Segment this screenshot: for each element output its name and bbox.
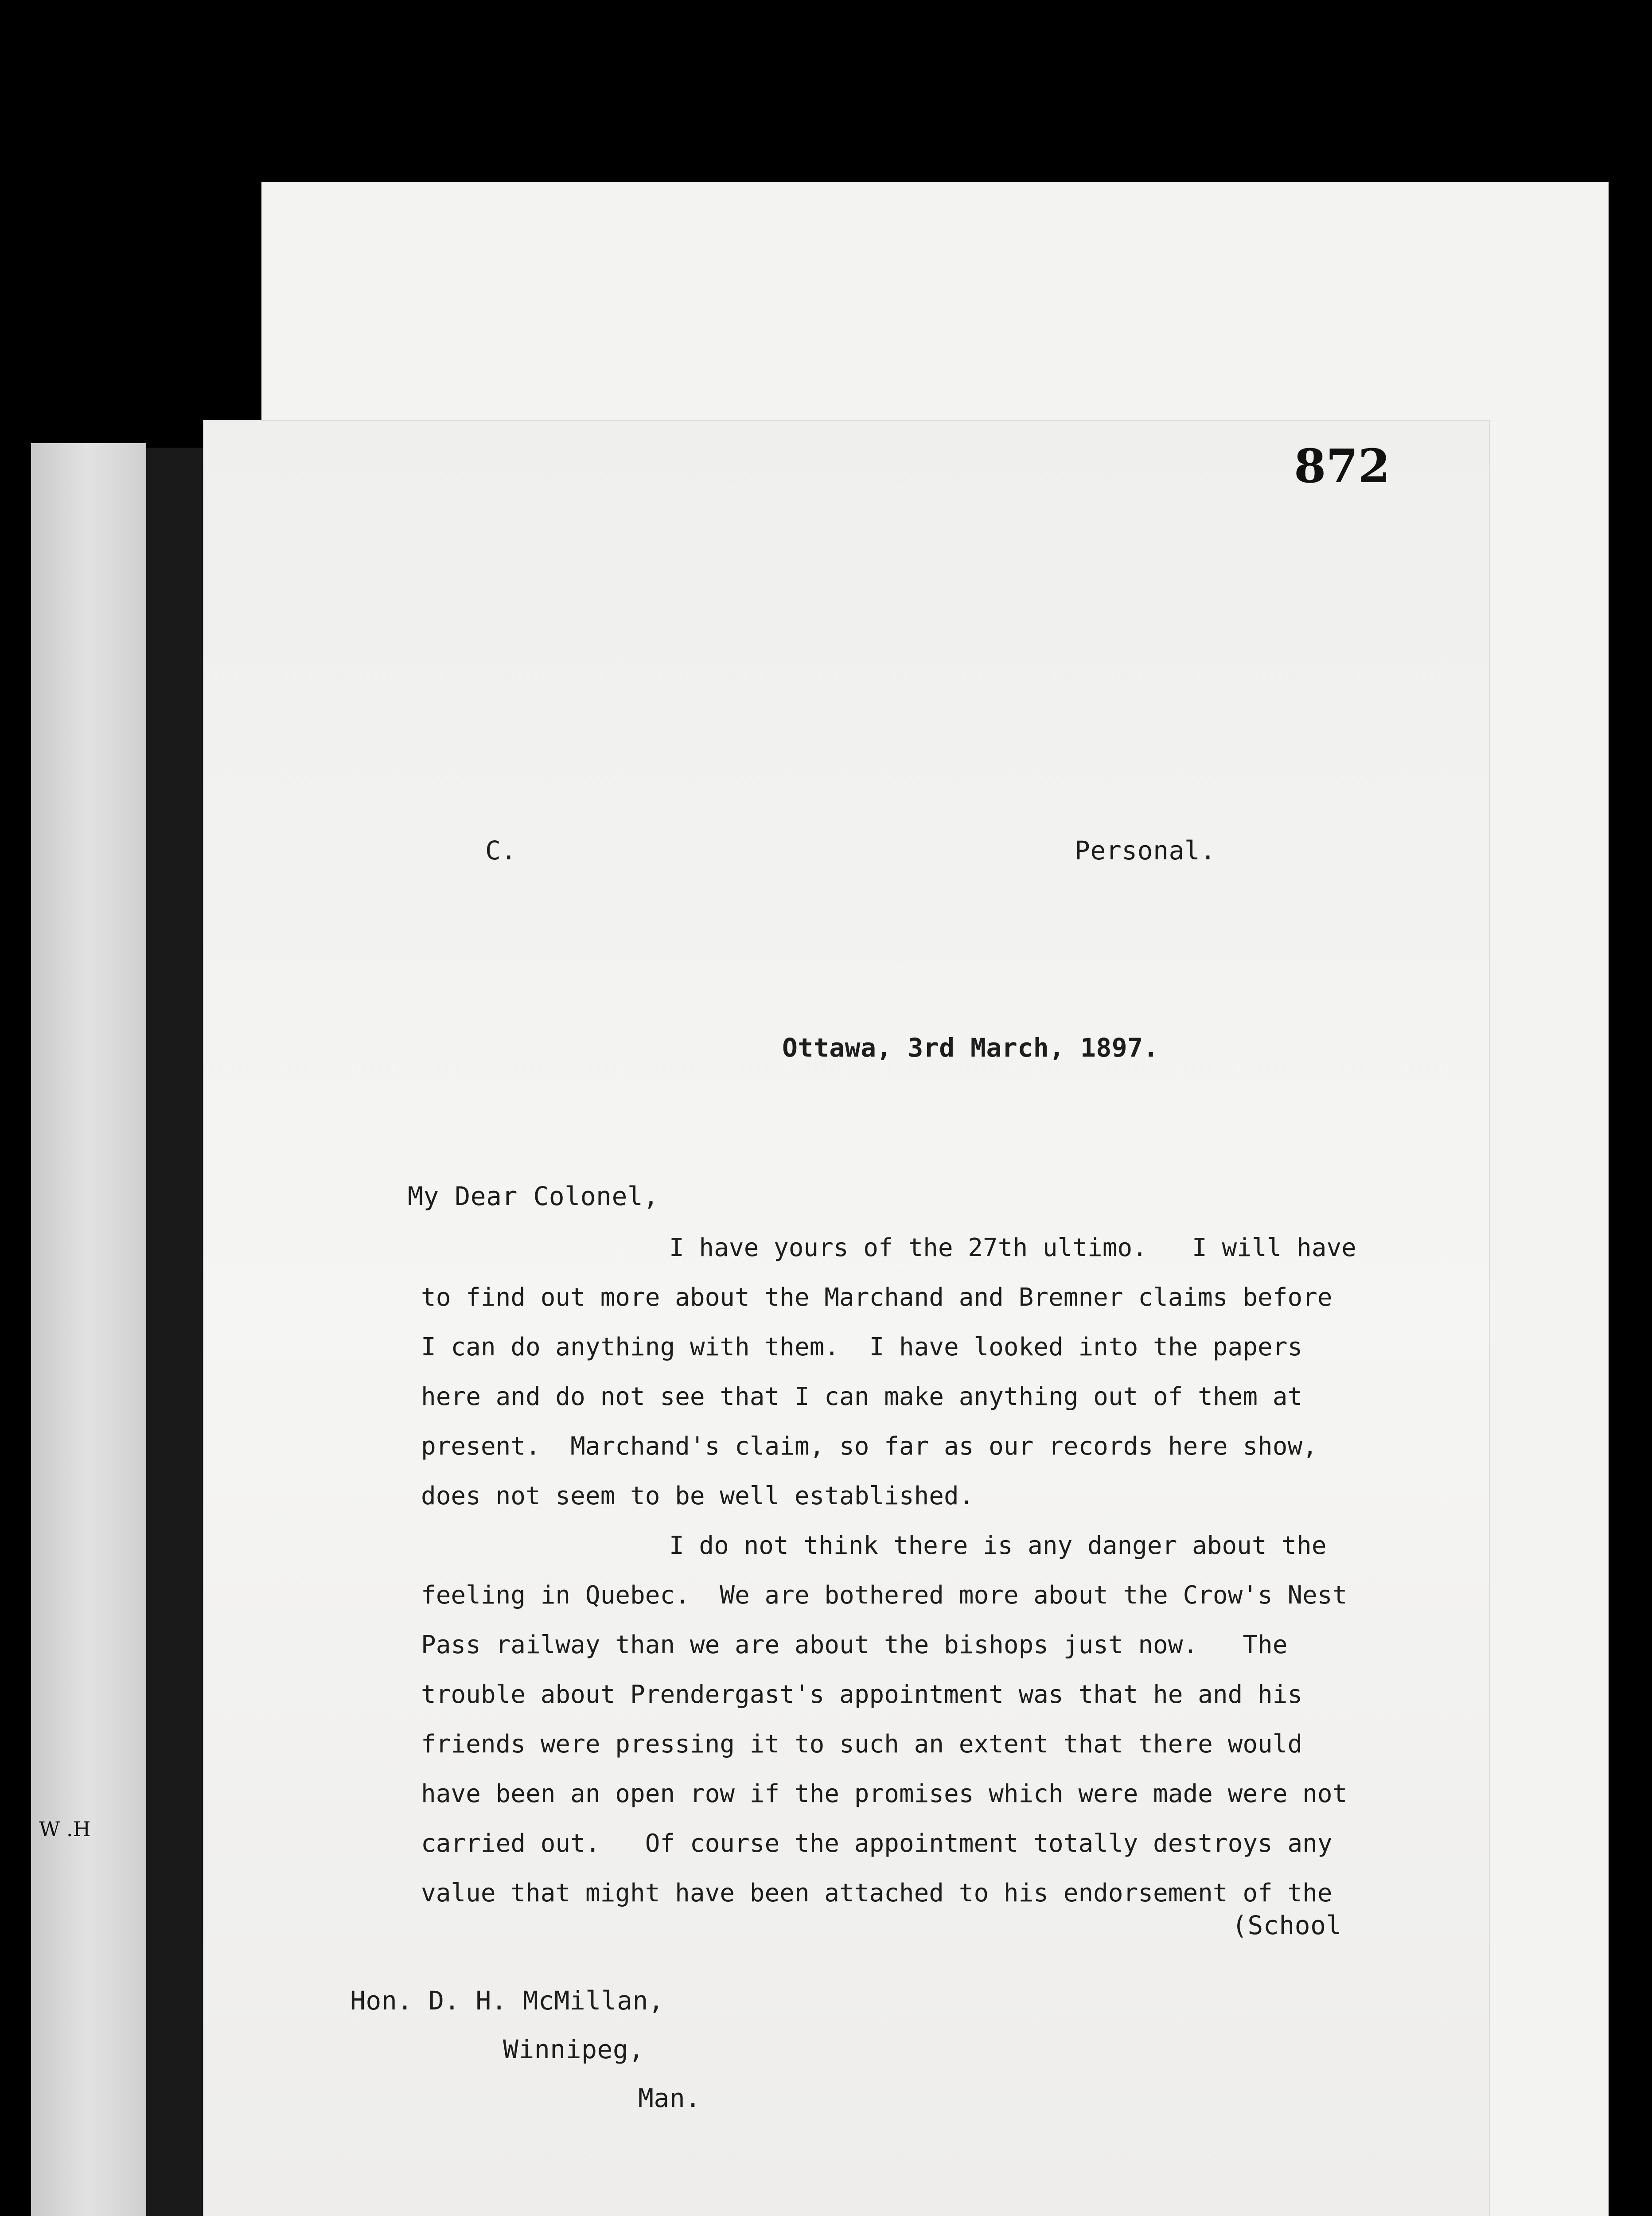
body-line: here and do not see that I can make anything out of them at: [421, 1382, 1303, 1411]
addressee-name: Hon. D. H. McMillan,: [350, 1986, 664, 2016]
body-line: have been an open row if the promises which were made were not: [421, 1779, 1348, 1808]
body-line: Pass railway than we are about the bishops just now. The: [421, 1631, 1288, 1659]
continuation-word: (School: [1232, 1910, 1342, 1940]
body-line: present. Marchand's claim, so far as our records here show,: [421, 1432, 1317, 1461]
body-line: I can do anything with them. I have looked into the papers: [421, 1333, 1303, 1362]
file-code: C.: [485, 835, 517, 866]
body-line: friends were pressing it to such an extent that there would: [421, 1730, 1303, 1759]
body-line: I have yours of the 27th ultimo. I will have: [669, 1233, 1356, 1262]
body-line: I do not think there is any danger about the: [669, 1531, 1327, 1560]
dateline: Ottawa, 3rd March, 1897.: [782, 1033, 1159, 1063]
page-number: 872: [1294, 439, 1391, 493]
side-strip-label: W .H: [39, 1817, 91, 1841]
addressee-province: Man.: [638, 2083, 701, 2113]
salutation: My Dear Colonel,: [408, 1181, 659, 1211]
body-line: trouble about Prendergast's appointment was that he and his: [421, 1680, 1303, 1709]
left-strip-shadow: [146, 448, 204, 2216]
body-line: value that might have been attached to his endorsement of the: [421, 1879, 1333, 1908]
personal-marking: Personal.: [1075, 835, 1216, 866]
body-line: does not seem to be well established.: [421, 1482, 974, 1510]
body-line: carried out. Of course the appointment totally destroys any: [421, 1829, 1333, 1858]
left-page-strip: [31, 443, 146, 2216]
body-line: feeling in Quebec. We are bothered more about the Crow's Nest: [421, 1581, 1348, 1610]
letter-body: [421, 1223, 1374, 1918]
addressee-city: Winnipeg,: [503, 2034, 644, 2064]
body-line: to find out more about the Marchand and Bremner claims before: [421, 1283, 1333, 1312]
